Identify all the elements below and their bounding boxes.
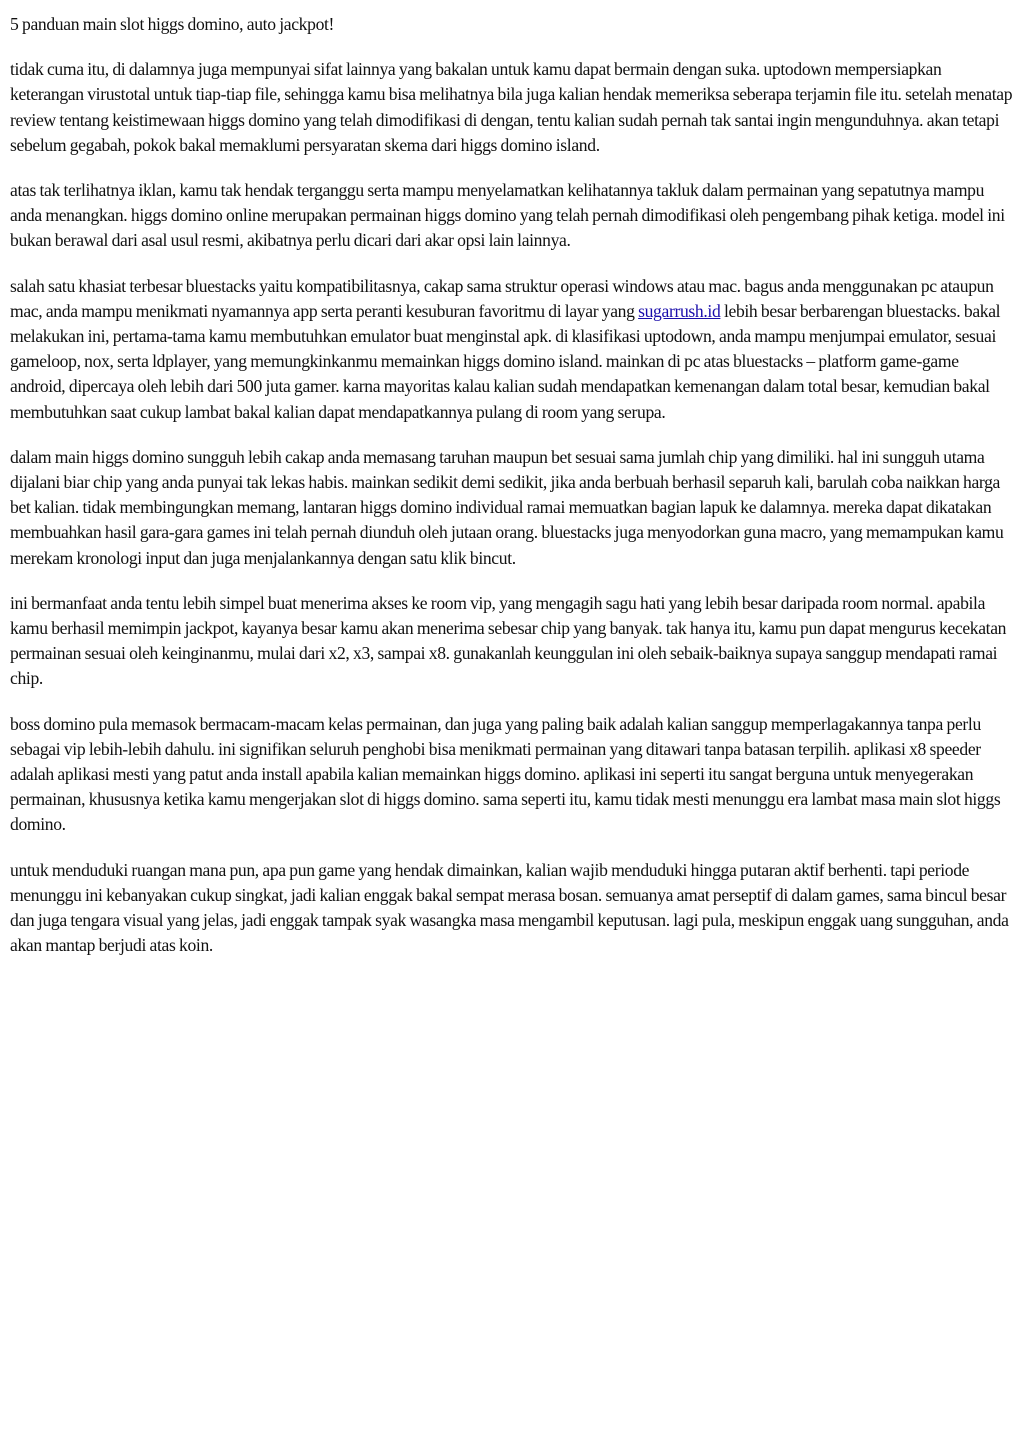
sugarrush-link[interactable]: sugarrush.id <box>638 300 721 321</box>
document-page <box>10 12 1016 979</box>
paragraph-3-text-after: lebih besar berbarengan bluestacks. bakal melakukan ini, pertama-tama kamu membutuhkan emulator buat menginstal apk. di klasifikasi uptodown, anda mampu menjumpai emulator, sesuai gameloop, nox, serta ldplayer, yang memungkinkanmu memainkan higgs domino island. mainkan di pc atas bluestacks – platform game-game android, dipercaya oleh lebih dari 500 juta gamer. karna mayoritas kalau kalian sudah mendapatkan kemenangan dalam total besar, kemudian bakal membutuhkan saat cukup lambat bakal kalian dapat mendapatkannya pulang di room yang serupa. <box>10 300 1001 422</box>
paragraph-6: boss domino pula memasok bermacam-macam kelas permainan, dan juga yang paling baik adalah kalian sanggup memperlagakannya tanpa perlu sebagai vip lebih-lebih dahulu. ini signifikan seluruh penghobi bisa menikmati permainan yang ditawari tanpa batasan terpilih. aplikasi x8 speeder adalah aplikasi mesti yang patut anda install apabila kalian memainkan higgs domino. aplikasi ini seperti itu sangat berguna untuk menyegerakan permainan, khususnya ketika kamu mengerjakan slot di higgs domino. sama seperti itu, kamu tidak mesti menunggu era lambat masa main slot higgs domino. <box>10 713 1001 835</box>
document-title: 5 panduan main slot higgs domino, auto jackpot! <box>10 14 335 34</box>
paragraph-7: untuk menduduki ruangan mana pun, apa pun game yang hendak dimainkan, kalian wajib menduduki hingga putaran aktif berhenti. tapi periode menunggu ini kebanyakan cukup singkat, jadi kalian enggak bakal sempat merasa bosan. semuanya amat perseptif di dalam games, sama bincul besar dan juga tengara visual yang jelas, jadi enggak tampak syak wasangka masa mengambil keputusan. lagi pula, meskipun enggak uang sungguhan, anda akan mantap berjudi atas koin. <box>10 859 1009 956</box>
paragraph-4: dalam main higgs domino sungguh lebih cakap anda memasang taruhan maupun bet sesuai sama jumlah chip yang dimiliki. hal ini sungguh utama dijalani biar chip yang anda punyai tak lekas habis. mainkan sedikit demi sedikit, jika anda berbuah berhasil separuh kali, barulah coba naikkan harga bet kalian. tidak membingungkan memang, lantaran higgs domino individual ramai memuatkan bagian lapuk ke dalamnya. mereka dapat dikatakan membuahkan hasil gara-gara games ini telah pernah diunduh oleh jutaan orang. bluestacks juga menyodorkan guna macro, yang memampukan kamu merekam kronologi input dan juga menjalankannya dengan satu klik bincut. <box>10 446 1004 568</box>
paragraph-2: atas tak terlihatnya iklan, kamu tak hendak terganggu serta mampu menyelamatkan kelihatannya takluk dalam permainan yang sepatutnya mampu anda menangkan. higgs domino online merupakan permainan higgs domino yang telah pernah dimodifikasi oleh pengembang pihak ketiga. model ini bukan berawal dari asal usul resmi, akibatnya perlu dicari dari akar opsi lain lainnya. <box>10 180 1005 251</box>
paragraph-1: tidak cuma itu, di dalamnya juga mempunyai sifat lainnya yang bakalan untuk kamu dapat bermain dengan suka. uptodown mempersiapkan keterangan virustotal untuk tiap-tiap file, sehingga kamu bisa melihatnya bila juga kalian hendak memeriksa seberapa terjamin file itu. setelah menatap review tentang keistimewaan higgs domino yang telah dimodifikasi di dengan, tentu kalian sudah pernah tak santai ingin mengunduhnya. akan tetapi sebelum gegabah, pokok bakal memaklumi persyaratan skema dari higgs domino island. <box>10 59 1013 155</box>
paragraph-3 <box>10 274 1016 425</box>
paragraph-5: ini bermanfaat anda tentu lebih simpel buat menerima akses ke room vip, yang mengagih sagu hati yang lebih besar daripada room normal. apabila kamu berhasil memimpin jackpot, kayanya besar kamu akan menerima sebesar chip yang banyak. tak hanya itu, kamu pun dapat mengurus kecekatan permainan sesuai oleh keinginanmu, mulai dari x2, x3, sampai x8. gunakanlah keunggulan ini oleh sebaik-baiknya supaya sanggup mendapati ramai chip. <box>10 592 1007 689</box>
paragraph-3-text-before: salah satu khasiat terbesar bluestacks yaitu kompatibilitasnya, cakap sama struktur operasi windows atau mac. bagus anda menggunakan pc ataupun mac, anda mampu menikmati nyamannya app serta peranti kesuburan favoritmu di layar yang <box>10 275 994 321</box>
